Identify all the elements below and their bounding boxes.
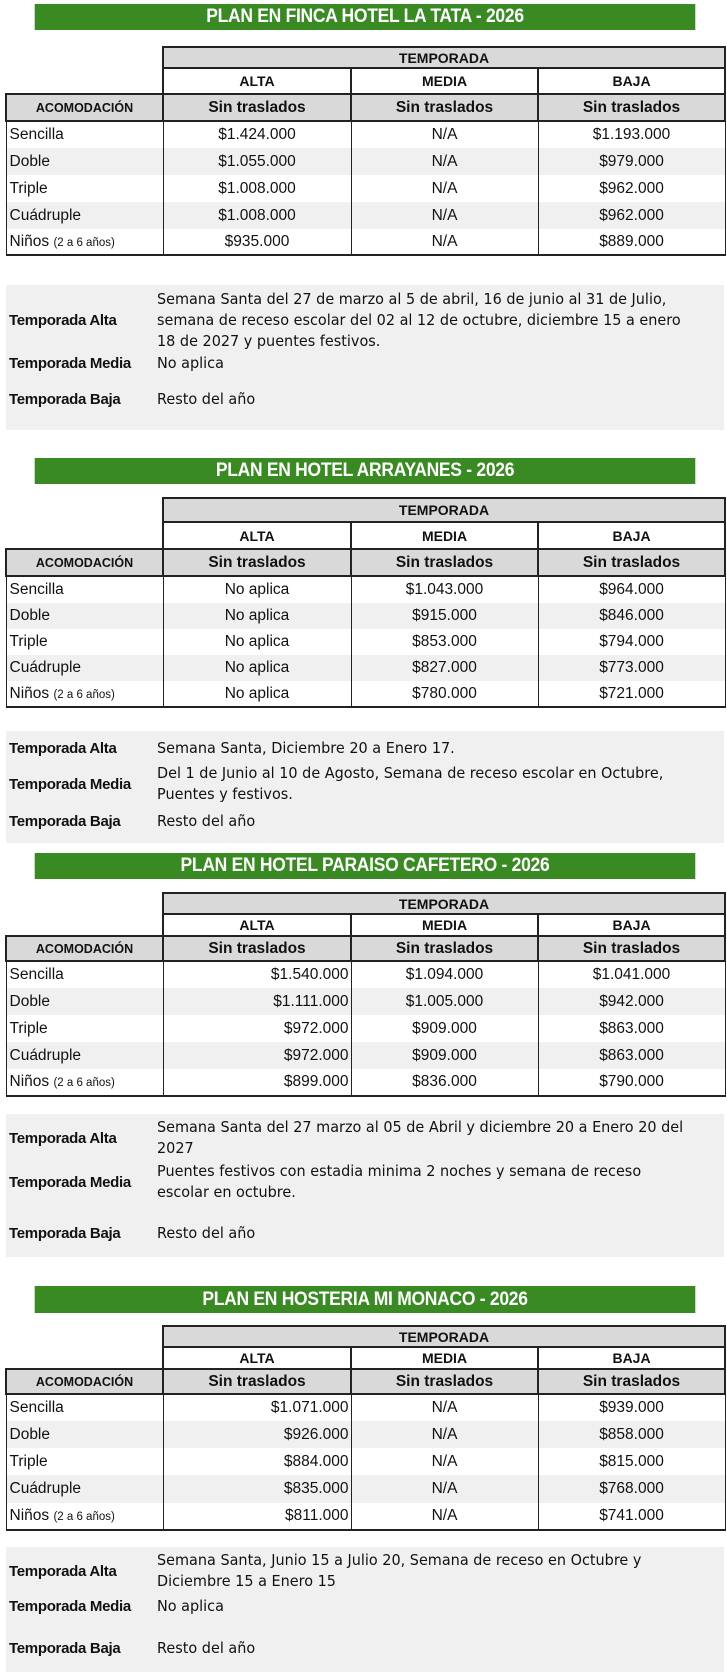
price-alta: $1.111.000	[163, 988, 351, 1015]
section-title-text: PLAN EN HOTEL ARRAYANES - 2026	[215, 460, 515, 481]
sub-header: Sin traslados	[163, 936, 351, 961]
season-header-baja: BAJA	[538, 522, 725, 549]
note-label: Temporada Alta	[9, 311, 117, 329]
sub-header: Sin traslados	[351, 936, 538, 961]
temporada-header: TEMPORADA	[163, 47, 725, 68]
rates-table	[5, 1325, 726, 1531]
rates-table	[5, 497, 726, 708]
row-label: Cuádruple	[6, 202, 163, 229]
note-baja	[6, 387, 724, 412]
price-media: $853.000	[351, 629, 538, 655]
table-row	[6, 1042, 725, 1069]
price-baja: $964.000	[538, 576, 725, 603]
price-alta: $835.000	[163, 1475, 351, 1503]
note-text: Semana Santa del 27 marzo al 05 de Abril y diciembre 20 a Enero 20 del 2027	[157, 1118, 684, 1157]
empty-corner	[6, 1347, 163, 1369]
empty-corner	[6, 47, 163, 68]
price-baja: $773.000	[538, 655, 725, 681]
season-header-baja: BAJA	[538, 914, 725, 936]
table-row	[6, 1069, 725, 1096]
note-label: Temporada Media	[9, 775, 131, 793]
note-text: Semana Santa, Junio 15 a Julio 20, Semana de receso en Octubre y Diciembre 15 a Enero 15	[157, 1551, 642, 1590]
empty-corner	[6, 498, 163, 522]
season-header-baja: BAJA	[538, 68, 725, 94]
price-baja: $858.000	[538, 1421, 725, 1448]
note-text: Resto del año	[157, 1223, 256, 1242]
price-baja: $790.000	[538, 1069, 725, 1096]
price-alta: $1.008.000	[163, 202, 351, 229]
price-media: N/A	[351, 148, 538, 175]
season-notes	[6, 285, 724, 430]
price-baja: $815.000	[538, 1448, 725, 1475]
price-alta: $926.000	[163, 1421, 351, 1448]
price-alta: $1.540.000	[163, 961, 351, 988]
table-row	[6, 1015, 725, 1042]
note-media	[6, 1160, 724, 1204]
price-baja: $794.000	[538, 629, 725, 655]
price-media: N/A	[351, 1421, 538, 1448]
price-alta: $899.000	[163, 1069, 351, 1096]
empty-corner	[6, 914, 163, 936]
accommodation-header: ACOMODACIÓN	[6, 1369, 163, 1394]
note-label: Temporada Baja	[9, 391, 121, 408]
table-row	[6, 988, 725, 1015]
note-text: No aplica	[157, 1596, 224, 1615]
accommodation-header: ACOMODACIÓN	[6, 94, 163, 121]
table-row	[6, 121, 725, 148]
price-baja: $962.000	[538, 202, 725, 229]
price-media: N/A	[351, 175, 538, 202]
season-notes	[6, 1547, 724, 1672]
price-alta: $972.000	[163, 1042, 351, 1069]
price-media: N/A	[351, 121, 538, 148]
table-row	[6, 655, 725, 681]
note-label: Temporada Media	[9, 1597, 131, 1615]
note-baja	[6, 1635, 724, 1661]
sub-header: Sin traslados	[538, 94, 725, 121]
empty-corner	[6, 893, 163, 914]
season-header-media: MEDIA	[351, 68, 538, 94]
section-title	[35, 853, 696, 879]
price-baja: $721.000	[538, 681, 725, 707]
row-label: Triple	[6, 175, 163, 202]
season-header-media: MEDIA	[351, 1347, 538, 1369]
row-label: Cuádruple	[6, 1475, 163, 1503]
sub-header: Sin traslados	[351, 1369, 538, 1394]
table-row	[6, 629, 725, 655]
season-header-alta: ALTA	[163, 1347, 351, 1369]
note-label: Temporada Media	[9, 355, 131, 372]
season-header-baja: BAJA	[538, 1347, 725, 1369]
note-label: Temporada Baja	[9, 812, 121, 830]
accommodation-header: ACOMODACIÓN	[6, 549, 163, 576]
table-row	[6, 1448, 725, 1475]
price-media: N/A	[351, 1448, 538, 1475]
price-alta: No aplica	[163, 655, 351, 681]
season-header-alta: ALTA	[163, 68, 351, 94]
table-row	[6, 681, 725, 707]
note-label: Temporada Baja	[9, 1639, 121, 1657]
kids-label: Niños	[9, 1507, 50, 1524]
section-title-text: PLAN EN FINCA HOTEL LA TATA - 2026	[206, 6, 524, 27]
sub-header: Sin traslados	[538, 549, 725, 576]
table-row	[6, 1394, 725, 1421]
note-text: No aplica	[157, 354, 224, 372]
price-baja: $889.000	[538, 229, 725, 255]
sub-header: Sin traslados	[538, 1369, 725, 1394]
note-alta	[6, 1549, 724, 1593]
note-label: Temporada Alta	[9, 1129, 117, 1147]
season-header-media: MEDIA	[351, 914, 538, 936]
row-label: Sencilla	[6, 121, 163, 148]
price-media: $909.000	[351, 1042, 538, 1069]
price-media: $1.043.000	[351, 576, 538, 603]
note-alta	[6, 1116, 724, 1160]
sub-header: Sin traslados	[163, 549, 351, 576]
price-media: $1.094.000	[351, 961, 538, 988]
section-title-text: PLAN EN HOSTERIA MI MONACO - 2026	[202, 1288, 528, 1310]
note-label: Temporada Alta	[9, 739, 117, 757]
row-label: Doble	[6, 603, 163, 629]
sub-header: Sin traslados	[538, 936, 725, 961]
price-media: $836.000	[351, 1069, 538, 1096]
price-media: $1.005.000	[351, 988, 538, 1015]
note-baja	[6, 1220, 724, 1246]
kids-age-range: (2 a 6 años)	[53, 1077, 115, 1089]
note-label: Temporada Baja	[9, 1224, 121, 1242]
note-media	[6, 761, 724, 807]
price-alta: $972.000	[163, 1015, 351, 1042]
price-baja: $939.000	[538, 1394, 725, 1421]
row-label: Sencilla	[6, 961, 163, 988]
note-label: Temporada Media	[9, 1173, 131, 1191]
table-row	[6, 1421, 725, 1448]
season-header-alta: ALTA	[163, 914, 351, 936]
price-alta: $811.000	[163, 1503, 351, 1530]
note-alta	[6, 287, 724, 353]
row-label-kids	[6, 1503, 163, 1530]
price-alta: No aplica	[163, 603, 351, 629]
table-row	[6, 603, 725, 629]
price-alta: $1.071.000	[163, 1394, 351, 1421]
row-label: Sencilla	[6, 1394, 163, 1421]
note-media	[6, 1593, 724, 1619]
price-alta: $1.008.000	[163, 175, 351, 202]
row-label: Cuádruple	[6, 1042, 163, 1069]
season-header-alta: ALTA	[163, 522, 351, 549]
kids-age-range: (2 a 6 años)	[53, 688, 115, 701]
table-row	[6, 1475, 725, 1503]
row-label-kids	[6, 1069, 163, 1096]
price-baja: $962.000	[538, 175, 725, 202]
temporada-header: TEMPORADA	[163, 893, 725, 914]
table-row	[6, 175, 725, 202]
kids-age-range: (2 a 6 años)	[53, 236, 115, 249]
sub-header: Sin traslados	[351, 94, 538, 121]
price-alta: $935.000	[163, 229, 351, 255]
note-text: Puentes festivos con estadia minima 2 noches y semana de receso escolar en octubre.	[157, 1162, 642, 1201]
row-label: Triple	[6, 629, 163, 655]
season-notes	[6, 1114, 724, 1257]
price-baja: $863.000	[538, 1015, 725, 1042]
price-alta: $1.055.000	[163, 148, 351, 175]
section-title	[35, 458, 696, 484]
temporada-header: TEMPORADA	[163, 1326, 725, 1347]
kids-label: Niños	[9, 684, 50, 702]
price-baja: $768.000	[538, 1475, 725, 1503]
note-alta	[6, 735, 724, 761]
price-baja: $846.000	[538, 603, 725, 629]
price-media: N/A	[351, 1475, 538, 1503]
empty-corner	[6, 1326, 163, 1347]
price-baja: $741.000	[538, 1503, 725, 1530]
note-text: Del 1 de Junio al 10 de Agosto, Semana de receso escolar en Octubre, Puentes y festivos.	[157, 764, 664, 803]
table-row	[6, 229, 725, 255]
note-text: Semana Santa, Diciembre 20 a Enero 17.	[157, 738, 455, 757]
row-label: Sencilla	[6, 576, 163, 603]
note-text: Resto del año	[157, 390, 256, 408]
note-text: Resto del año	[157, 811, 256, 830]
row-label: Doble	[6, 1421, 163, 1448]
temporada-header: TEMPORADA	[163, 498, 725, 522]
table-row	[6, 202, 725, 229]
note-media	[6, 351, 724, 376]
row-label: Doble	[6, 148, 163, 175]
sub-header: Sin traslados	[163, 94, 351, 121]
price-media: N/A	[351, 1394, 538, 1421]
table-row	[6, 576, 725, 603]
sub-header: Sin traslados	[163, 1369, 351, 1394]
price-baja: $979.000	[538, 148, 725, 175]
price-media: $827.000	[351, 655, 538, 681]
section-title	[35, 4, 696, 30]
price-alta: $884.000	[163, 1448, 351, 1475]
note-text: Semana Santa del 27 de marzo al 5 de abril, 16 de junio al 31 de Julio, semana de receso escolar del 02 al 12 de octubre, diciembre 15 a enero 18 de 2027 y puentes festivos.	[157, 289, 681, 350]
empty-corner	[6, 522, 163, 549]
table-row	[6, 961, 725, 988]
sub-header: Sin traslados	[351, 549, 538, 576]
note-text: Resto del año	[157, 1638, 256, 1657]
price-alta: No aplica	[163, 576, 351, 603]
price-alta: $1.424.000	[163, 121, 351, 148]
row-label: Doble	[6, 988, 163, 1015]
row-label: Cuádruple	[6, 655, 163, 681]
table-row	[6, 1503, 725, 1530]
kids-label: Niños	[9, 232, 50, 250]
kids-age-range: (2 a 6 años)	[53, 1511, 115, 1523]
rates-table	[5, 46, 726, 256]
price-alta: No aplica	[163, 681, 351, 707]
rates-table	[5, 892, 726, 1097]
price-media: $780.000	[351, 681, 538, 707]
price-baja: $863.000	[538, 1042, 725, 1069]
price-media: N/A	[351, 202, 538, 229]
season-notes	[6, 731, 724, 843]
price-media: N/A	[351, 1503, 538, 1530]
row-label: Triple	[6, 1015, 163, 1042]
price-media: N/A	[351, 229, 538, 255]
price-alta: No aplica	[163, 629, 351, 655]
price-media: $915.000	[351, 603, 538, 629]
row-label-kids	[6, 681, 163, 707]
note-baja	[6, 808, 724, 834]
row-label: Triple	[6, 1448, 163, 1475]
section-title-text: PLAN EN HOTEL PARAISO CAFETERO - 2026	[180, 855, 550, 876]
row-label-kids	[6, 229, 163, 255]
table-row	[6, 148, 725, 175]
section-title	[35, 1286, 696, 1313]
season-header-media: MEDIA	[351, 522, 538, 549]
accommodation-header: ACOMODACIÓN	[6, 936, 163, 961]
price-baja: $942.000	[538, 988, 725, 1015]
note-label: Temporada Alta	[9, 1562, 117, 1580]
price-baja: $1.193.000	[538, 121, 725, 148]
price-media: $909.000	[351, 1015, 538, 1042]
empty-corner	[6, 68, 163, 94]
price-baja: $1.041.000	[538, 961, 725, 988]
kids-label: Niños	[9, 1073, 50, 1090]
